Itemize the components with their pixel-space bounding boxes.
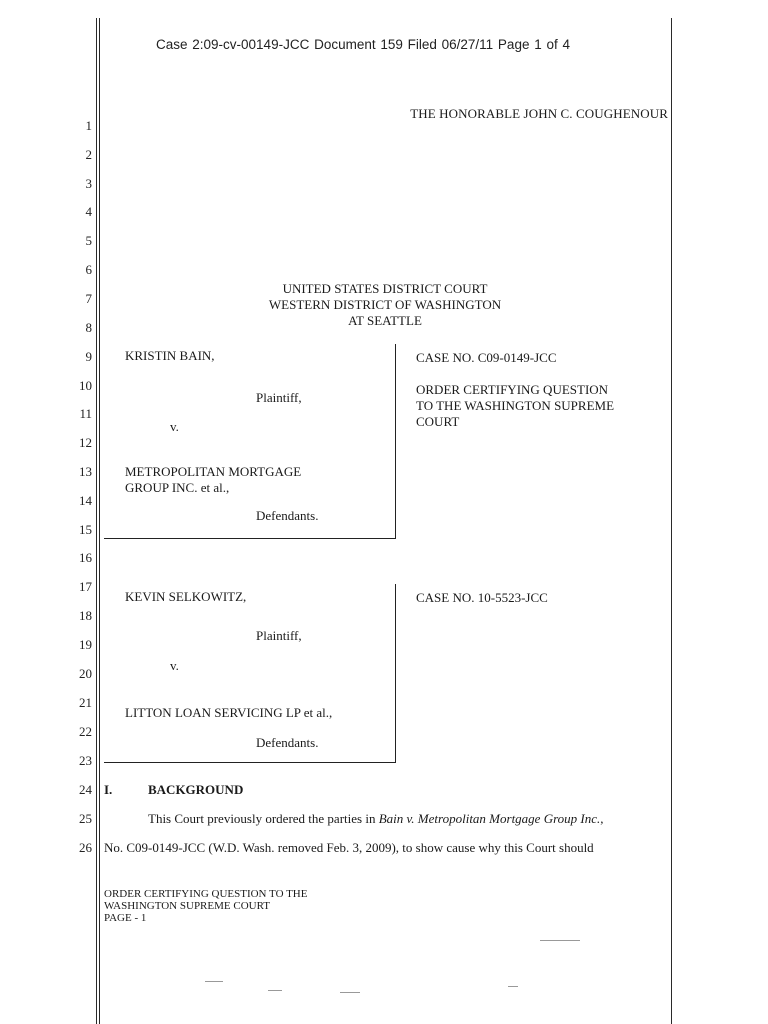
- caption2-defendant-line1: LITTON LOAN SERVICING LP et al.,: [125, 705, 333, 720]
- line-number: 11: [79, 406, 92, 421]
- caption2-divider: [395, 584, 396, 763]
- court-name: UNITED STATES DISTRICT COURT: [282, 281, 488, 296]
- footer-title-line1: ORDER CERTIFYING QUESTION TO THE: [104, 888, 308, 900]
- footer-title-line2: WASHINGTON SUPREME COURT: [104, 900, 270, 912]
- scan-speck: [508, 986, 518, 987]
- caption1-defendant-line2: GROUP INC. et al.,: [125, 480, 230, 495]
- caption2-defendant-role: Defendants.: [256, 735, 319, 750]
- body-line-25: [148, 811, 604, 827]
- caption2-plaintiff-name: KEVIN SELKOWITZ,: [125, 589, 247, 604]
- line-number: 20: [79, 666, 92, 681]
- line-number: 14: [79, 493, 92, 508]
- caption1-versus: v.: [170, 419, 179, 434]
- left-margin-rule-outer: [96, 18, 97, 1024]
- caption1-title-line3: COURT: [416, 414, 460, 429]
- caption1-divider: [395, 344, 396, 539]
- line-number: 16: [79, 550, 92, 565]
- caption1-plaintiff-role: Plaintiff,: [256, 390, 302, 405]
- caption2-bottom-rule: [104, 762, 395, 763]
- caption1-case-number: CASE NO. C09-0149-JCC: [416, 350, 557, 365]
- court-location: AT SEATTLE: [348, 313, 422, 328]
- line-number: 4: [85, 204, 92, 219]
- line-number: 5: [85, 233, 92, 248]
- right-margin-rule: [671, 18, 672, 1024]
- line-number: 15: [79, 522, 92, 537]
- caption2-plaintiff-role: Plaintiff,: [256, 628, 302, 643]
- body-line-25-text-a: This Court previously ordered the parties in: [148, 811, 379, 826]
- line-number: 19: [79, 637, 92, 652]
- body-line-25-text-b: ,: [600, 811, 604, 826]
- scan-speck: [340, 992, 360, 993]
- line-number: 1: [85, 118, 92, 133]
- caption1-defendant-line1: METROPOLITAN MORTGAGE: [125, 464, 302, 479]
- scan-speck: [268, 990, 282, 991]
- line-number: 10: [79, 378, 92, 393]
- line-number: 2: [85, 147, 92, 162]
- page-footer: [104, 888, 307, 924]
- line-number: 17: [79, 579, 92, 594]
- line-number: 26: [79, 840, 92, 855]
- body-line-26: No. C09-0149-JCC (W.D. Wash. removed Feb. 3, 2009), to show cause why this Court should: [104, 840, 594, 855]
- line-number: 3: [85, 176, 92, 191]
- line-number: 21: [79, 695, 92, 710]
- case-header: Case 2:09-cv-00149-JCC Document 159 Filed 06/27/11 Page 1 of 4: [156, 37, 570, 52]
- line-number: 12: [79, 435, 92, 450]
- caption1-title-line1: ORDER CERTIFYING QUESTION: [416, 382, 609, 397]
- scan-speck: [205, 981, 223, 982]
- line-number: 22: [79, 724, 92, 739]
- line-number: 18: [79, 608, 92, 623]
- caption1-bottom-rule: [104, 538, 395, 539]
- court-district: WESTERN DISTRICT OF WASHINGTON: [268, 297, 502, 312]
- line-number: 8: [85, 320, 92, 335]
- left-margin-rule-inner: [99, 18, 100, 1024]
- line-number: 6: [85, 262, 92, 277]
- caption1-plaintiff-name: KRISTIN BAIN,: [125, 348, 215, 363]
- section-number: I.: [104, 782, 113, 797]
- line-number: 25: [79, 811, 92, 826]
- court-heading: [0, 281, 768, 329]
- line-number: 24: [79, 782, 92, 797]
- line-number: 7: [85, 291, 92, 306]
- caption2-case-number: CASE NO. 10-5523-JCC: [416, 590, 548, 605]
- caption2-versus: v.: [170, 658, 179, 673]
- footer-page-number: PAGE - 1: [104, 912, 147, 924]
- body-line-25-case-name: Bain v. Metropolitan Mortgage Group Inc.: [378, 811, 601, 826]
- line-number: 13: [79, 464, 92, 479]
- line-number: 23: [79, 753, 92, 768]
- section-heading: BACKGROUND: [148, 782, 244, 797]
- judge-name: THE HONORABLE JOHN C. COUGHENOUR: [410, 106, 668, 121]
- scan-speck: [540, 940, 580, 941]
- caption1-title-line2: TO THE WASHINGTON SUPREME: [416, 398, 615, 413]
- line-number: 9: [85, 349, 92, 364]
- caption1-defendant-role: Defendants.: [256, 508, 319, 523]
